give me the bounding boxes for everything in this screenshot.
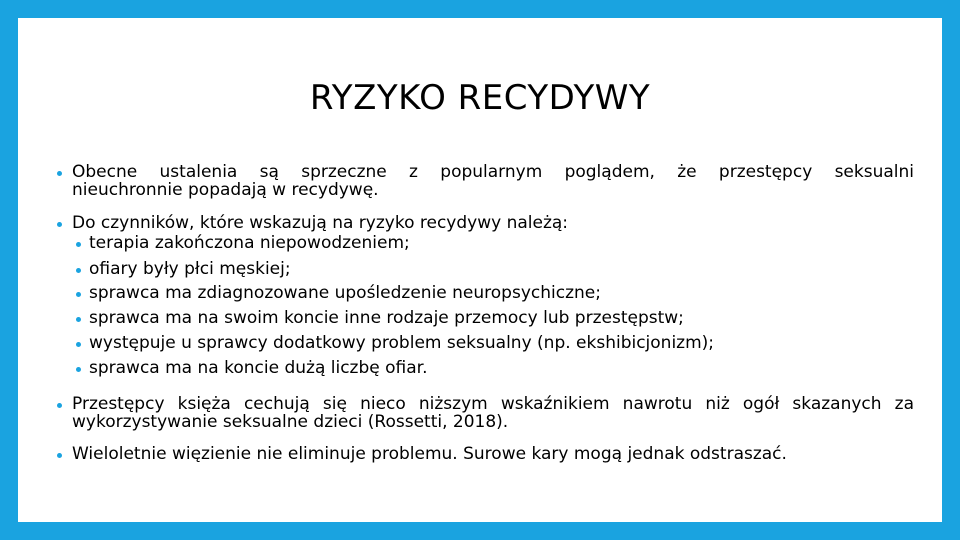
sub-bullet-dot xyxy=(76,367,81,372)
bullet-3-line1: Przestępcy księża cechują się nieco niższym wskaźnikiem nawrotu niż ogół skazanych za xyxy=(72,394,914,414)
sub-item-5: występuje u sprawcy dodatkowy problem seksualny (np. ekshibicjonizm); xyxy=(89,333,715,353)
sub-bullet-dot xyxy=(76,317,81,322)
bullet-1-line2: nieuchronnie popadają w recydywę. xyxy=(72,180,379,200)
sub-item-2: ofiary były płci męskiej; xyxy=(89,259,291,279)
bullet-3-line2: wykorzystywanie seksualne dzieci (Rossetti, 2018). xyxy=(72,412,509,432)
bullet-dot xyxy=(57,403,62,408)
sub-bullet-dot xyxy=(76,342,81,347)
bullet-1-line1: Obecne ustalenia są sprzeczne z popularnym poglądem, że przestępcy seksualni xyxy=(72,162,914,182)
bullet-2-text: Do czynników, które wskazują na ryzyko recydywy należą: xyxy=(72,213,569,233)
bullet-dot xyxy=(57,222,62,227)
sub-bullet-dot xyxy=(76,242,81,247)
sub-item-3: sprawca ma zdiagnozowane upośledzenie neuropsychiczne; xyxy=(89,283,601,303)
sub-bullet-dot xyxy=(76,292,81,297)
bullet-dot xyxy=(57,171,62,176)
sub-bullet-dot xyxy=(76,268,81,273)
sub-item-4: sprawca ma na swoim koncie inne rodzaje przemocy lub przestępstw; xyxy=(89,308,684,328)
bullet-4-text: Wieloletnie więzienie nie eliminuje problemu. Surowe kary mogą jednak odstraszać. xyxy=(72,444,787,464)
bullet-dot xyxy=(57,453,62,458)
slide-title: RYZYKO RECYDYWY xyxy=(309,78,651,118)
sub-item-1: terapia zakończona niepowodzeniem; xyxy=(89,233,410,253)
sub-item-6: sprawca ma na koncie dużą liczbę ofiar. xyxy=(89,358,428,378)
